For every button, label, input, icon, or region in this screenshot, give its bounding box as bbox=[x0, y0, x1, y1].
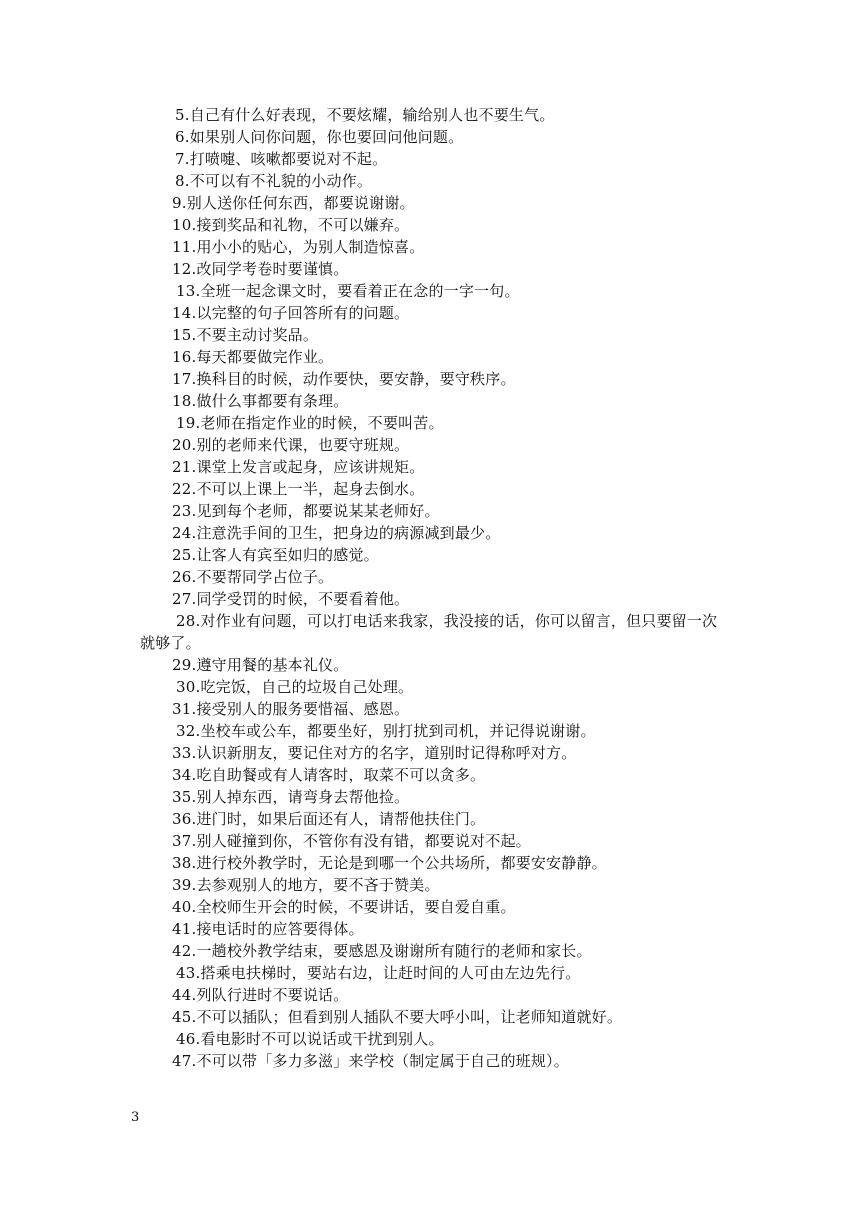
rule-item: 41.接电话时的应答要得体。 bbox=[172, 920, 364, 938]
rule-item: 31.接受别人的服务要惜福、感恩。 bbox=[172, 700, 410, 718]
rule-item: 17.换科目的时候，动作要快，要安静，要守秩序。 bbox=[172, 370, 516, 388]
rule-item: 12.改同学考卷时要谨慎。 bbox=[172, 260, 349, 278]
rule-item: 32.坐校车或公车，都要坐好，别打扰到司机，并记得说谢谢。 bbox=[176, 722, 596, 740]
rule-item: 18.做什么事都要有条理。 bbox=[172, 392, 349, 410]
rule-item: 39.去参观别人的地方，要不吝于赞美。 bbox=[172, 876, 440, 894]
rule-item: 43.搭乘电扶梯时，要站右边，让赶时间的人可由左边先行。 bbox=[176, 964, 581, 982]
rule-item: 15.不要主动讨奖品。 bbox=[172, 326, 319, 344]
rule-item: 25.让客人有宾至如归的感觉。 bbox=[172, 546, 379, 564]
rule-item: 34.吃自助餐或有人请客时，取菜不可以贪多。 bbox=[172, 766, 486, 784]
rule-item: 35.别人掉东西，请弯身去帮他捡。 bbox=[172, 788, 410, 806]
page-number: 3 bbox=[131, 1110, 140, 1125]
rule-item: 22.不可以上课上一半，起身去倒水。 bbox=[172, 480, 425, 498]
rule-item: 26.不要帮同学占位子。 bbox=[172, 568, 334, 586]
rule-item: 40.全校师生开会的时候，不要讲话，要自爱自重。 bbox=[172, 898, 516, 916]
rule-item: 9.别人送你任何东西，都要说谢谢。 bbox=[172, 194, 415, 212]
rule-item: 46.看电影时不可以说话或干扰到别人。 bbox=[176, 1030, 444, 1048]
rule-item: 30.吃完饭，自己的垃圾自己处理。 bbox=[176, 678, 414, 696]
rule-item: 16.每天都要做完作业。 bbox=[172, 348, 334, 366]
rule-item: 10.接到奖品和礼物，不可以嫌弃。 bbox=[172, 216, 410, 234]
rule-item: 27.同学受罚的时候，不要看着他。 bbox=[172, 590, 410, 608]
rule-item: 7.打喷嚏、咳嗽都要说对不起。 bbox=[175, 150, 388, 168]
rule-item: 14.以完整的句子回答所有的问题。 bbox=[172, 304, 410, 322]
rule-item: 8.不可以有不礼貌的小动作。 bbox=[175, 172, 373, 190]
rule-item: 20.别的老师来代课，也要守班规。 bbox=[172, 436, 410, 454]
rule-item: 29.遵守用餐的基本礼仪。 bbox=[172, 656, 349, 674]
rule-item: 47.不可以带「多力多滋」来学校（制定属于自己的班规）。 bbox=[172, 1052, 569, 1070]
rule-item: 13.全班一起念课文时，要看着正在念的一字一句。 bbox=[176, 282, 520, 300]
rule-item: 24.注意洗手间的卫生，把身边的病源减到最少。 bbox=[172, 524, 501, 542]
rule-item: 28.对作业有问题，可以打电话来我家，我没接的话，你可以留言，但只要留一次就够了。 bbox=[140, 612, 718, 652]
rule-item: 42.一趟校外教学结束，要感恩及谢谢所有随行的老师和家长。 bbox=[172, 942, 592, 960]
rule-item: 19.老师在指定作业的时候，不要叫苦。 bbox=[176, 414, 444, 432]
rule-item: 5.自己有什么好表现，不要炫耀，输给别人也不要生气。 bbox=[175, 106, 555, 124]
rule-item: 6.如果别人问你问题，你也要回问他问题。 bbox=[175, 128, 464, 146]
rule-item: 45.不可以插队；但看到别人插队不要大呼小叫，让老师知道就好。 bbox=[172, 1008, 623, 1026]
rule-item: 21.课堂上发言或起身，应该讲规矩。 bbox=[172, 458, 425, 476]
rule-item: 38.进行校外教学时，无论是到哪一个公共场所，都要安安静静。 bbox=[172, 854, 607, 872]
rule-item: 33.认识新朋友，要记住对方的名字，道别时记得称呼对方。 bbox=[172, 744, 577, 762]
rule-item: 23.见到每个老师，都要说某某老师好。 bbox=[172, 502, 440, 520]
rule-item: 37.别人碰撞到你，不管你有没有错，都要说对不起。 bbox=[172, 832, 531, 850]
rule-item: 44.列队行进时不要说话。 bbox=[172, 986, 349, 1004]
rule-item: 11.用小小的贴心，为别人制造惊喜。 bbox=[172, 238, 425, 256]
rule-item: 36.进门时，如果后面还有人，请帮他扶住门。 bbox=[172, 810, 486, 828]
